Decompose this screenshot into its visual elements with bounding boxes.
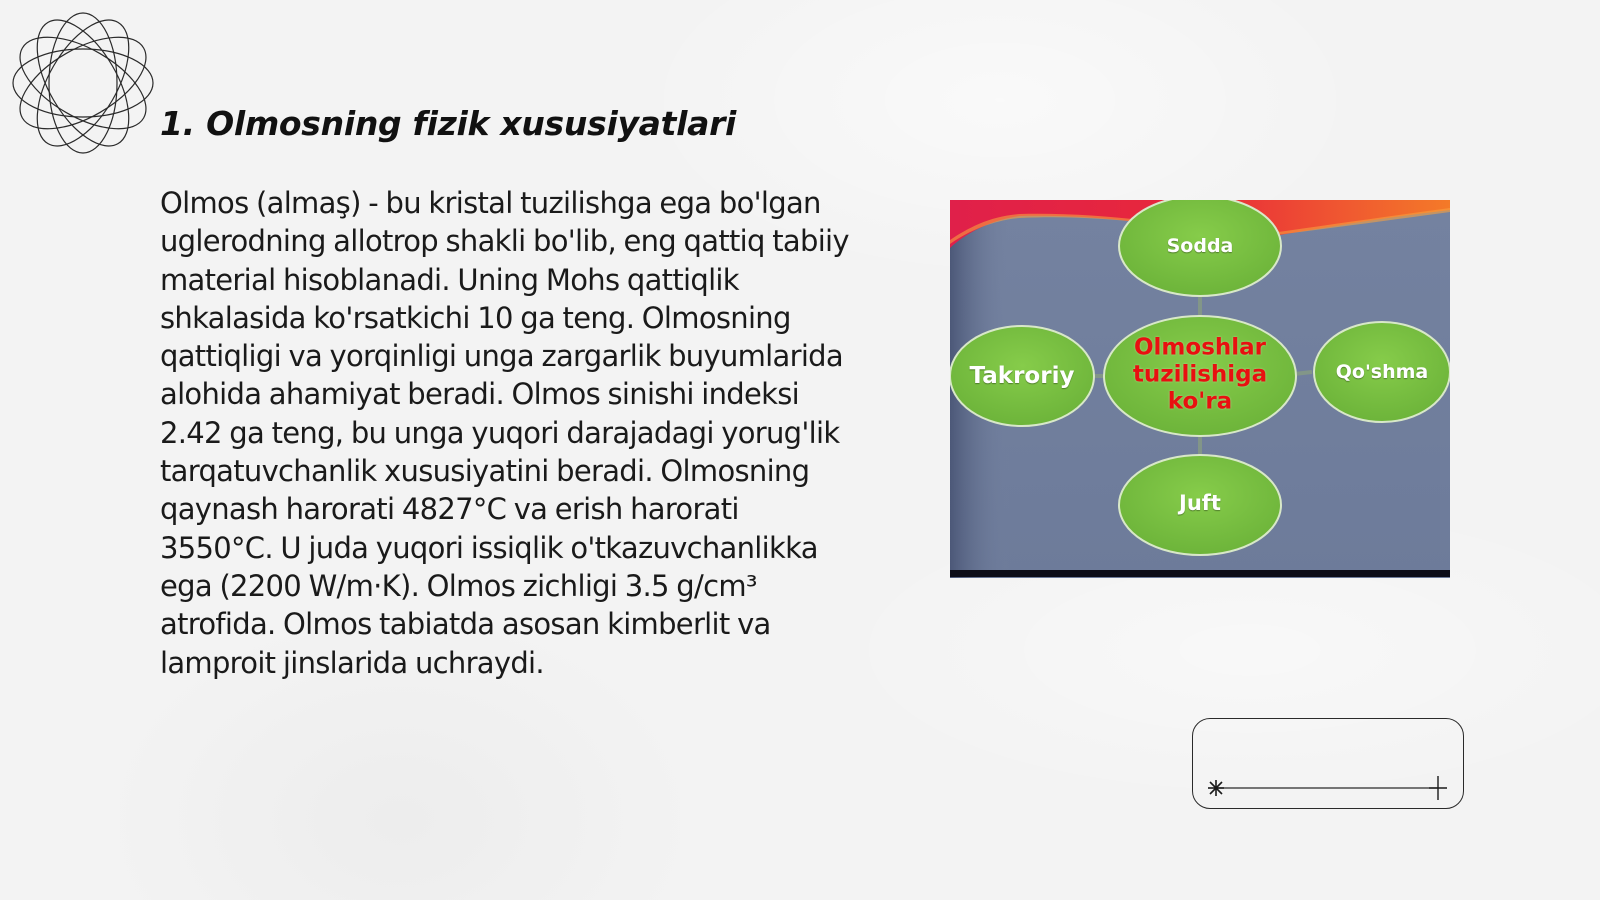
decorative-rounded-box: [1192, 718, 1464, 809]
slide-title: 1. Olmosning fizik xususiyatlari: [160, 104, 737, 143]
slide-body-text: Olmos (almaş) - bu kristal tuzilishga ega bo'lgan uglerodning allotrop shakli bo'lib, eng qattiq tabiiy material hisoblanadi. Uning Mohs qattiqlik shkalasida ko'rsatkichi 10 ga teng. Olmosning qattiqligi va yorqinligi unga zargarlik buyumlarida alohida ahamiyat beradi. Olmos sinishi indeksi 2.42 ga teng, bu unga yuqori darajadagi yorug'lik tarqatuvchanlik xususiyatini beradi. Olmosning qaynash harorati 4827°C va erish harorati 3550°C. U juda yuqori issiqlik o'tkazuvchanlikka ega (2200 W/m·K). Olmos zichligi 3.5 g/cm³ atrofida. Olmos tabiatda asosan kimberlit va lamproit jinslarida uchraydi.: [160, 186, 849, 680]
node-left-label: Takroriy: [969, 363, 1075, 389]
node-bottom-label: Juft: [1179, 491, 1221, 515]
node-top-label: Sodda: [1166, 235, 1234, 257]
diagram-bottom-border: [950, 570, 1450, 577]
timeline-line-icon: [1192, 718, 1464, 809]
node-right-label: Qo'shma: [1335, 361, 1429, 383]
diamond-structure-diagram: [950, 200, 1450, 578]
node-center-label: Olmoshlar tuzilishiga ko'ra: [1132, 334, 1268, 415]
circular-line-ornament-icon: [10, 10, 156, 156]
